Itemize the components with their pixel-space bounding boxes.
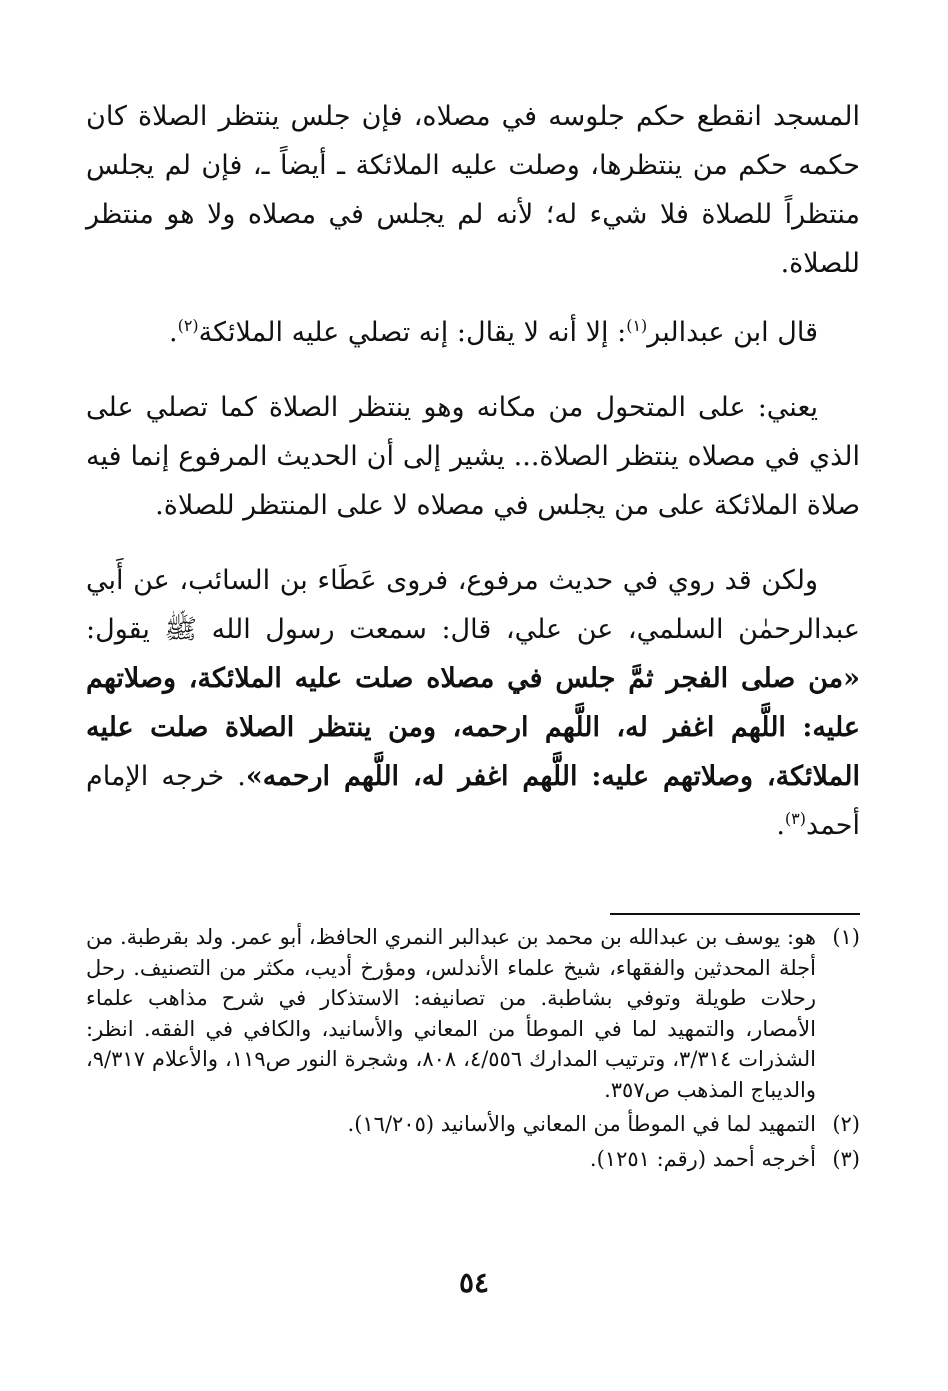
footnote-separator [610, 913, 860, 915]
main-text [86, 92, 860, 850]
footnote-text: التمهيد لما في الموطأ من المعاني والأسانيد (١٦/٢٠٥). [347, 1112, 816, 1136]
paragraph-2 [86, 308, 860, 357]
footnote-number: (١) [832, 925, 860, 949]
footnotes [86, 922, 860, 1178]
page-number: ٥٤ [458, 1266, 490, 1299]
footnote-ref-3: (٣) [784, 809, 807, 828]
footnote-3 [86, 1144, 860, 1175]
footnote-1 [86, 922, 860, 1105]
footnote-2 [86, 1109, 860, 1140]
paragraph-1-text: المسجد انقطع حكم جلوسه في مصلاه، فإن جلس ينتظر الصلاة كان حكمه حكم من ينتظرها، وصلت عليه الملائكة ـ أيضاً ـ، فإن لم يجلس منتظراً للصلاة فلا شيء له؛ لأنه لم يجلس في مصلاه ولا هو منتظر للصلاة. [86, 101, 860, 279]
paragraph-4 [86, 556, 860, 850]
paragraph-4-text-b: . خرجه الإمام أحمد [86, 761, 860, 841]
paragraph-4-text-a: ولكن قد روي في حديث مرفوع، فروى عَطَاء بن السائب، عن أَبي عبدالرحمٰن السلمي، عن علي، قال: سمعت رسول الله ﷺ يقول: [86, 565, 860, 645]
paragraph-1 [86, 92, 860, 288]
paragraph-3 [86, 383, 860, 530]
footnote-ref-1: (١) [626, 316, 648, 335]
footnote-text: أخرجه أحمد (رقم: ١٢٥١). [589, 1146, 816, 1171]
footnote-ref-2: (٢) [177, 316, 199, 335]
hadith-quote: «من صلى الفجر ثمَّ جلس في مصلاه صلت عليه الملائكة، وصلاتهم عليه: اللَّهم اغفر له، اللَّهم ارحمه، ومن ينتظر الصلاة صلت عليه الملائكة، وصلاتهم عليه: اللَّهم اغفر له، اللَّهم ارحمه» [86, 663, 860, 792]
footnote-text: هو: يوسف بن عبدالله بن محمد بن عبدالبر النمري الحافظ، أبو عمر. ولد بقرطبة. من أجلة المحدثين والفقهاء، شيخ علماء الأندلس، ومؤرخ أديب، مكثر من التصنيف. رحل رحلات طويلة وتوفي بشاطبة. من تصانيفه: الاستذكار في شرح مذاهب علماء الأمصار، والتمهيد لما في الموطأ من المعاني والأسانيد، والكافي في الفقه. انظر: الشذرات ٣/٣١٤، وترتيب المدارك ٤/٥٥٦، ٨٠٨، وشجرة النور ص١١٩، والأعلام ٩/٣١٧، والديباج المذهب ص٣٥٧. [86, 925, 816, 1102]
paragraph-2-text-c: . [168, 317, 178, 348]
paragraph-3-text: يعني: على المتحول من مكانه وهو ينتظر الصلاة كما تصلي على الذي في مصلاه ينتظر الصلاة... يشير إلى أن الحديث المرفوع إنما فيه صلاة الملائكة على من يجلس في مصلاه لا على المنتظر للصلاة. [86, 392, 860, 521]
footnote-number: (٣) [832, 1146, 860, 1171]
paragraph-2-text-a: قال ابن عبدالبر [647, 317, 818, 348]
footnote-number: (٢) [832, 1112, 860, 1136]
paragraph-2-text-b: : إلا أنه لا يقال: إنه تصلي عليه الملائكة [198, 317, 627, 348]
paragraph-4-text-c: . [776, 810, 785, 841]
